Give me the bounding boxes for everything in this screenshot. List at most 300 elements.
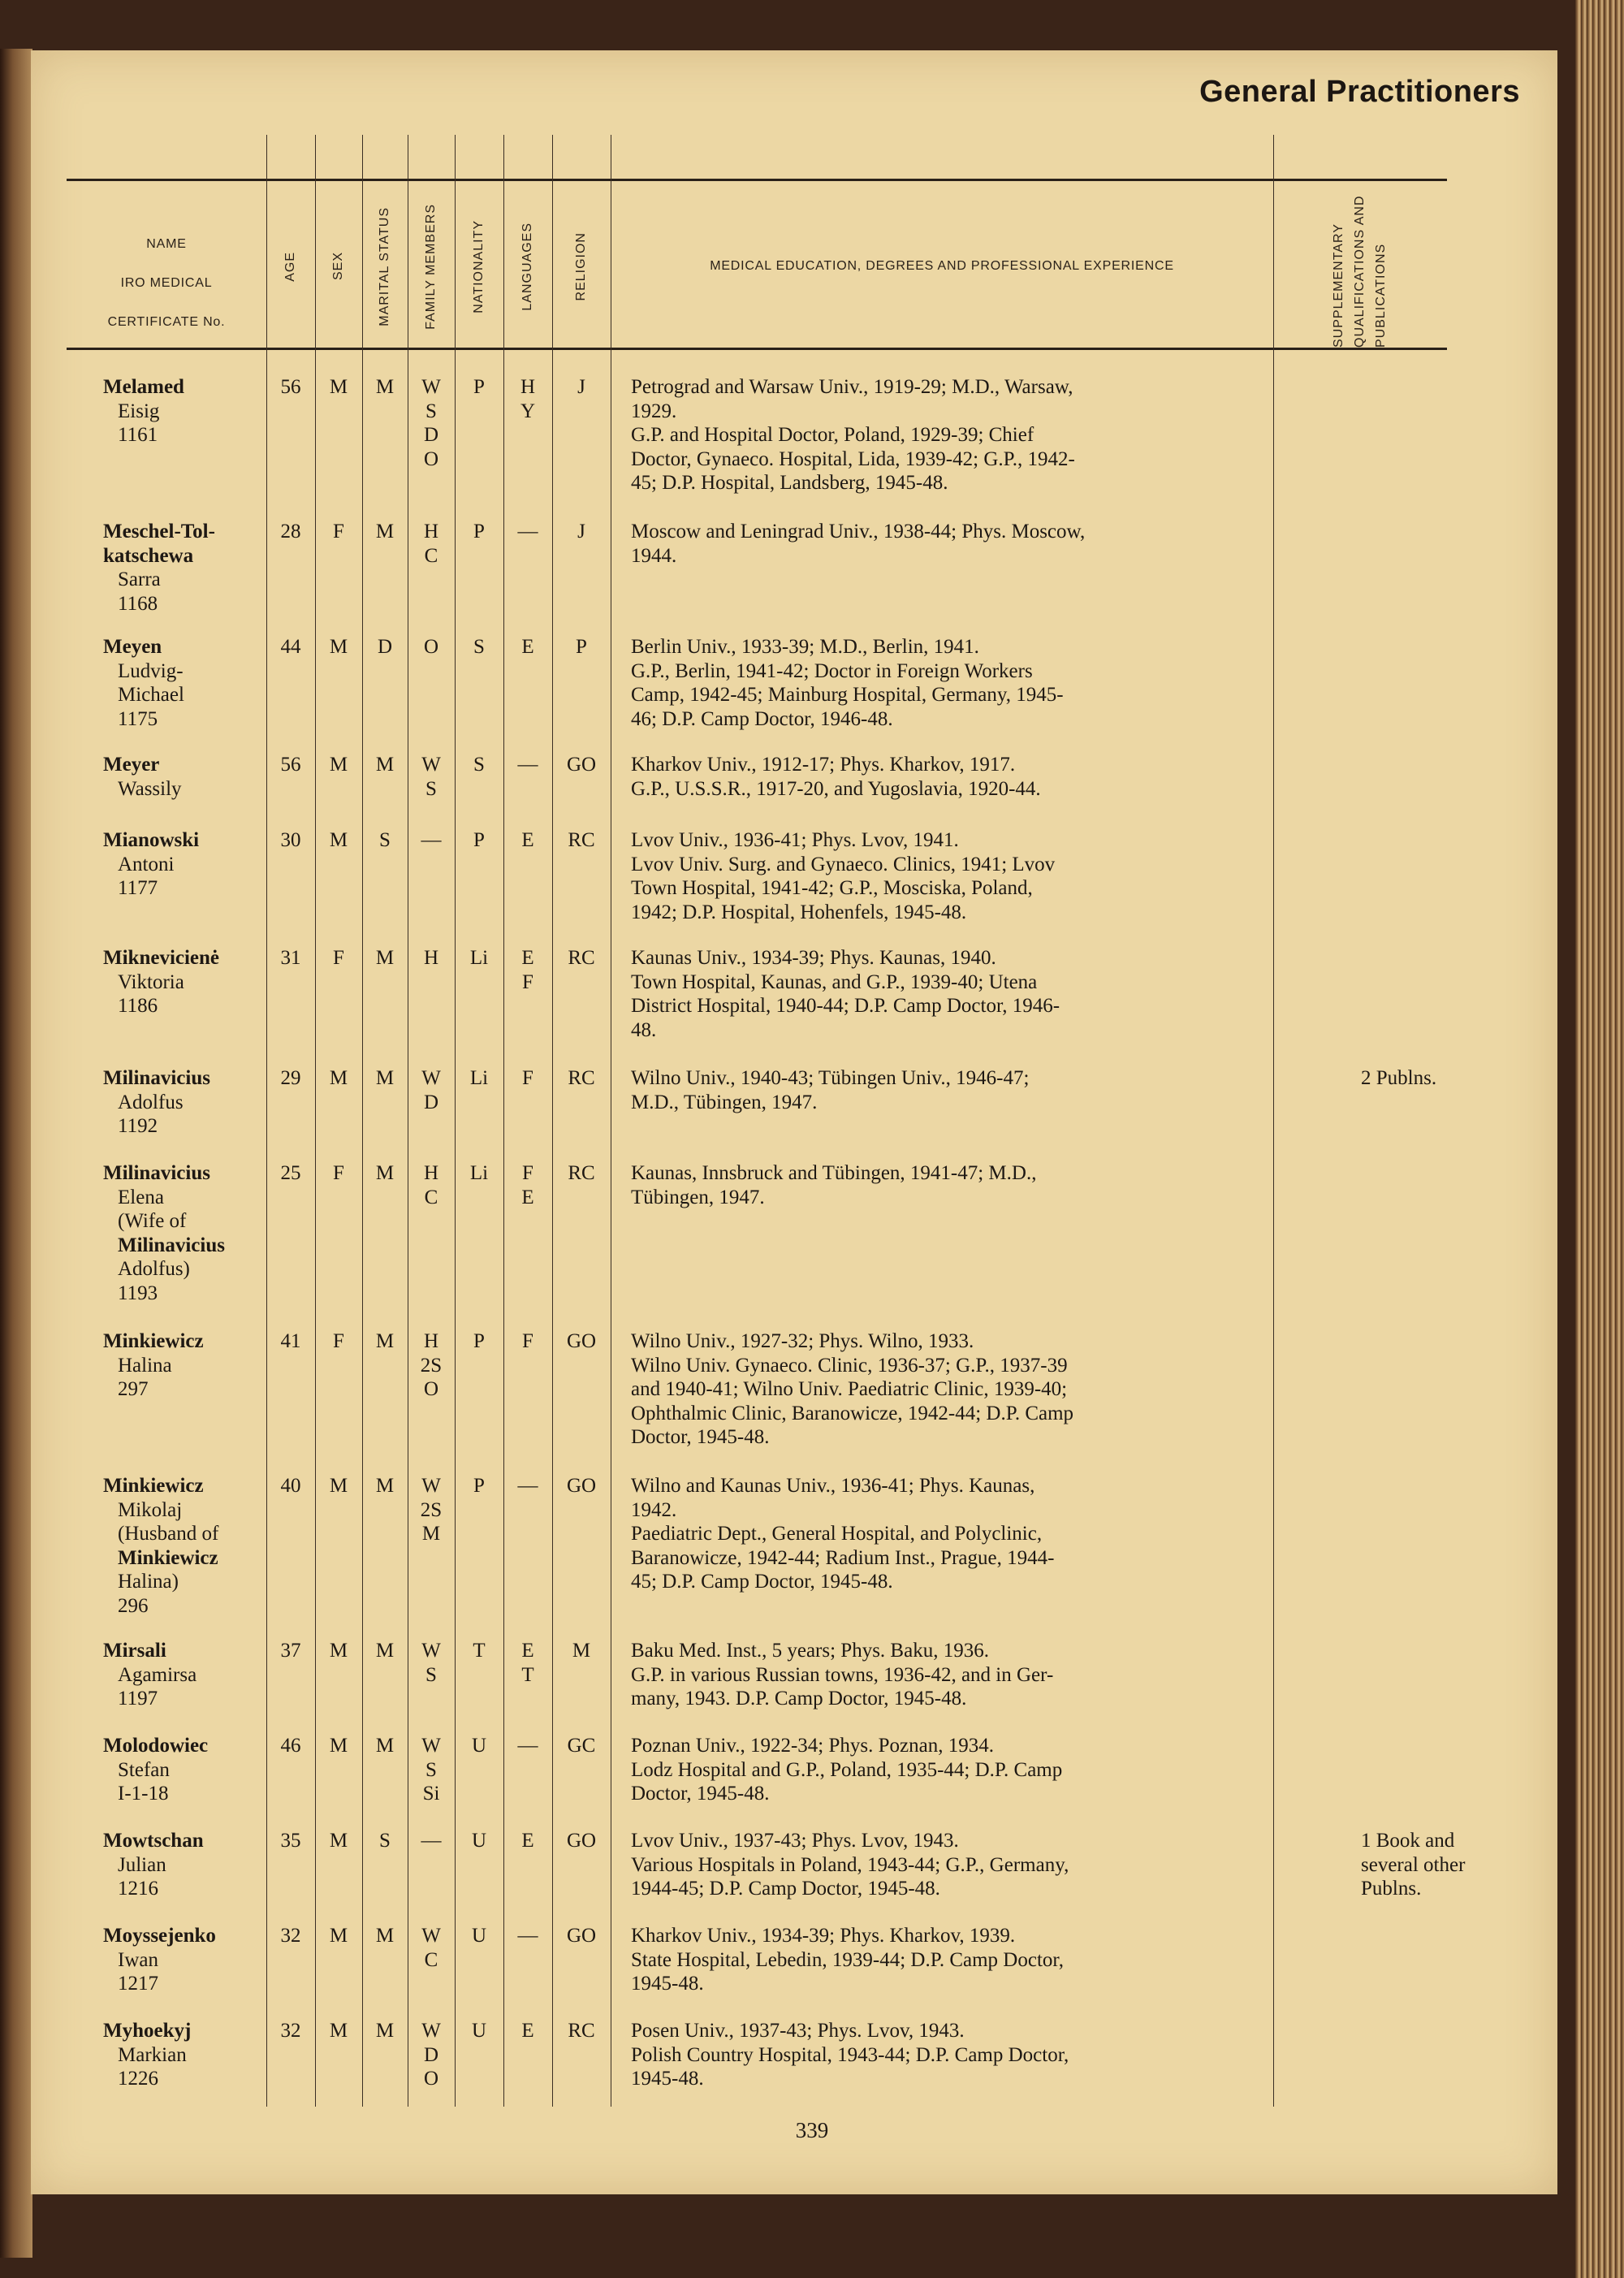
languages-cell — [503, 635, 552, 659]
education-cell — [631, 1734, 1329, 1806]
surname: Moyssejenko — [103, 1925, 216, 1947]
sex-cell: M — [329, 1640, 348, 1662]
family-cell — [408, 1829, 455, 1853]
surname: Mianowski — [103, 829, 200, 851]
sex-cell: M — [329, 376, 348, 398]
marital-cell: M — [375, 947, 395, 969]
sex-cell: F — [333, 1162, 344, 1184]
family-member-code: S — [425, 400, 437, 422]
nationality-cell: U — [471, 1925, 487, 1947]
religion-cell: GC — [567, 1735, 596, 1757]
family-cell — [408, 1924, 455, 1972]
certificate-number: 1168 — [118, 592, 158, 615]
nationality-cell: U — [471, 1735, 487, 1757]
given-name: Ludvig- — [118, 659, 184, 682]
age-cell: 44 — [280, 636, 301, 658]
marital-cell: M — [375, 1640, 395, 1662]
language-code: — — [517, 1475, 538, 1497]
family-cell — [408, 635, 455, 659]
education-line: G.P. in various Russian towns, 1936-42, and in Ger- — [631, 1663, 1054, 1686]
education-line: 1945-48. — [631, 1973, 704, 1995]
sex-cell: M — [329, 1475, 348, 1497]
supplementary-column-header — [1283, 185, 1437, 348]
education-cell — [631, 1829, 1329, 1901]
age-cell: 37 — [280, 1640, 301, 1662]
family-cell — [408, 520, 455, 568]
nationality-cell: S — [473, 636, 485, 658]
sex-cell: F — [333, 947, 344, 969]
family-member-code: H — [423, 1162, 439, 1184]
nationality-cell: P — [473, 829, 485, 851]
languages-cell — [503, 1161, 552, 1209]
marital-header-label: MARITAL STATUS — [378, 206, 391, 326]
sex-column-header — [315, 185, 362, 348]
religion-cell: P — [576, 636, 587, 658]
education-line: 1945-48. — [631, 2068, 704, 2090]
languages-cell — [503, 753, 552, 777]
age-cell: 32 — [280, 1925, 301, 1947]
education-line: 1942; D.P. Hospital, Hohenfels, 1945-48. — [631, 901, 967, 923]
languages-cell — [503, 828, 552, 853]
education-cell — [631, 1924, 1329, 1996]
family-member-code: H — [423, 521, 439, 542]
nationality-cell: Li — [469, 1162, 489, 1184]
languages-cell — [503, 946, 552, 994]
language-code: E — [521, 947, 534, 969]
given-name: Antoni — [118, 853, 175, 875]
header-top-rule — [67, 179, 1447, 181]
surname: Mowtschan — [103, 1830, 204, 1852]
family-member-code: W — [421, 1067, 441, 1089]
age-cell: 29 — [280, 1067, 301, 1089]
given-name: Iwan — [118, 1948, 158, 1971]
given-name: Michael — [118, 684, 184, 706]
education-line: 45; D.P. Hospital, Landsberg, 1945-48. — [631, 472, 948, 494]
education-line: Kharkov Univ., 1912-17; Phys. Kharkov, 1917. — [631, 754, 1016, 776]
marital-cell: S — [379, 1830, 391, 1852]
education-line: Poznan Univ., 1922-34; Phys. Poznan, 1934. — [631, 1735, 994, 1757]
family-member-code: D — [423, 1091, 439, 1113]
education-line: Wilno Univ., 1940-43; Tübingen Univ., 1946-47; — [631, 1067, 1030, 1089]
family-member-code: W — [421, 1735, 441, 1757]
age-cell: 25 — [280, 1162, 301, 1184]
education-line: Town Hospital, Kaunas, and G.P., 1939-40; Utena — [631, 970, 1038, 993]
languages-cell — [503, 1474, 552, 1498]
age-column-header — [266, 185, 315, 348]
family-member-code: 2S — [420, 1498, 443, 1521]
certificate-number: 1177 — [118, 877, 158, 899]
marital-cell: M — [375, 521, 395, 542]
sex-cell: M — [329, 1067, 348, 1089]
education-line: Paediatric Dept., General Hospital, and Polyclinic, — [631, 1523, 1043, 1545]
family-member-code: 2S — [420, 1354, 443, 1377]
given-name: Stefan — [118, 1758, 170, 1781]
education-line: Wilno Univ., 1927-32; Phys. Wilno, 1933. — [631, 1330, 974, 1352]
education-line: 46; D.P. Camp Doctor, 1946-48. — [631, 707, 893, 730]
religion-header-label: RELIGION — [574, 231, 588, 301]
marital-cell: M — [375, 1162, 395, 1184]
marital-cell: M — [375, 2020, 395, 2042]
certificate-number: 1193 — [118, 1282, 158, 1304]
age-header-label: AGE — [283, 251, 297, 282]
family-member-code: O — [423, 2068, 439, 2090]
age-cell: 41 — [280, 1330, 301, 1352]
nationality-cell: Li — [469, 1067, 489, 1089]
nationality-cell: P — [473, 521, 485, 542]
religion-cell: GO — [566, 1925, 597, 1947]
education-line: Berlin Univ., 1933-39; M.D., Berlin, 1941. — [631, 636, 979, 658]
education-cell — [631, 828, 1329, 924]
education-line: District Hospital, 1940-44; D.P. Camp Doctor, 1946- — [631, 995, 1060, 1017]
family-member-code: Si — [422, 1783, 440, 1805]
language-code: E — [521, 1186, 534, 1208]
education-cell — [631, 753, 1329, 801]
certificate-number: 1216 — [118, 1878, 158, 1900]
page-stack-edge — [1575, 0, 1624, 2278]
nationality-column-header — [455, 185, 503, 348]
education-line: 1944-45; D.P. Camp Doctor, 1945-48. — [631, 1878, 940, 1900]
religion-cell: GO — [566, 1330, 597, 1352]
languages-cell — [503, 375, 552, 423]
given-name: Mikolaj — [118, 1498, 183, 1521]
supplementary-header-label: SUPPLEMENTARY QUALIFICATIONS AND PUBLICATIONS — [1332, 195, 1388, 348]
family-member-code: O — [423, 636, 439, 658]
iro-header-label: IRO MEDICAL — [120, 276, 213, 290]
languages-cell — [503, 1639, 552, 1687]
nationality-cell: P — [473, 1330, 485, 1352]
given-name: Eisig — [118, 400, 160, 422]
header-bottom-rule — [67, 348, 1447, 350]
marital-cell: M — [375, 1067, 395, 1089]
family-member-code: H — [423, 1330, 439, 1352]
marital-cell: M — [375, 1735, 395, 1757]
languages-cell — [503, 1734, 552, 1758]
surname: Meschel-Tol- — [103, 521, 215, 542]
language-code: E — [521, 829, 534, 851]
sex-cell: M — [329, 754, 348, 776]
education-line: Various Hospitals in Poland, 1943-44; G.P., Germany, — [631, 1853, 1069, 1876]
education-cell — [631, 1639, 1329, 1711]
given-name: Halina) — [118, 1571, 179, 1593]
certificate-number: 1161 — [118, 424, 158, 446]
family-member-code: S — [425, 1663, 437, 1686]
education-line: Lvov Univ., 1936-41; Phys. Lvov, 1941. — [631, 829, 959, 851]
given-name: Wassily — [118, 777, 182, 800]
marital-cell: M — [375, 1925, 395, 1947]
nationality-cell: T — [473, 1640, 486, 1662]
age-cell: 40 — [280, 1475, 301, 1497]
education-line: Moscow and Leningrad Univ., 1938-44; Phys. Moscow, — [631, 521, 1086, 542]
age-cell: 56 — [280, 754, 301, 776]
column-divider — [455, 135, 456, 2107]
family-member-code: D — [423, 2043, 439, 2066]
language-code: — — [517, 754, 538, 776]
nationality-cell: S — [473, 754, 485, 776]
given-name: (Husband of — [118, 1523, 219, 1545]
education-header-label: MEDICAL EDUCATION, DEGREES AND PROFESSIONAL EXPERIENCE — [710, 259, 1174, 273]
age-cell: 31 — [280, 947, 301, 969]
education-column-header — [611, 185, 1273, 348]
sex-cell: F — [333, 1330, 344, 1352]
religion-cell: RC — [568, 947, 595, 969]
family-cell — [408, 375, 455, 471]
surname: Meyen — [103, 636, 162, 658]
surname: Myhoekyj — [103, 2020, 192, 2042]
nationality-cell: Li — [469, 947, 489, 969]
family-column-header — [408, 185, 455, 348]
certificate-number: 1186 — [118, 995, 158, 1017]
family-member-code: W — [421, 2020, 441, 2042]
certificate-number: 1175 — [118, 707, 158, 730]
name-column-header — [67, 215, 266, 387]
language-code: F — [522, 1330, 533, 1352]
family-cell — [408, 946, 455, 970]
education-line: 45; D.P. Camp Doctor, 1945-48. — [631, 1571, 893, 1593]
nationality-cell: U — [471, 1830, 487, 1852]
nationality-header-label: NATIONALITY — [472, 219, 486, 313]
education-line: Ophthalmic Clinic, Baranowicze, 1942-44; D.P. Camp — [631, 1402, 1074, 1424]
marital-column-header — [362, 185, 408, 348]
family-member-code: O — [423, 1378, 439, 1400]
education-line: Kaunas Univ., 1934-39; Phys. Kaunas, 1940. — [631, 947, 996, 969]
language-code: — — [517, 1735, 538, 1757]
education-cell — [631, 1329, 1329, 1450]
given-name: Elena — [118, 1186, 164, 1208]
education-cell — [631, 1066, 1329, 1114]
education-line: Town Hospital, 1941-42; G.P., Mosciska, Poland, — [631, 877, 1033, 899]
languages-cell — [503, 1829, 552, 1853]
education-line: G.P. and Hospital Doctor, Poland, 1929-39; Chief — [631, 424, 1034, 446]
family-member-code: H — [423, 947, 439, 969]
family-cell — [408, 1639, 455, 1687]
given-name: Adolfus — [118, 1091, 184, 1113]
language-code: F — [522, 1162, 533, 1184]
surname: Milinavicius — [103, 1067, 210, 1089]
religion-cell: GO — [566, 1830, 597, 1852]
age-cell: 32 — [280, 2020, 301, 2042]
education-line: Lvov Univ., 1937-43; Phys. Lvov, 1943. — [631, 1830, 959, 1852]
family-member-code: M — [421, 1523, 441, 1545]
education-line: 48. — [631, 1018, 657, 1041]
certificate-number: 297 — [118, 1378, 149, 1400]
education-line: Baranowicze, 1942-44; Radium Inst., Prague, 1944- — [631, 1546, 1055, 1569]
religion-cell: RC — [568, 2020, 595, 2042]
religion-cell: GO — [566, 754, 597, 776]
education-line: 1944. — [631, 544, 677, 567]
family-member-code: S — [425, 1758, 437, 1781]
family-member-code: C — [424, 1948, 438, 1971]
language-code: T — [521, 1663, 534, 1686]
surname: Minkiewicz — [103, 1475, 204, 1497]
education-cell — [631, 2019, 1329, 2091]
age-cell: 35 — [280, 1830, 301, 1852]
nationality-cell: U — [471, 2020, 487, 2042]
language-code: — — [517, 1925, 538, 1947]
religion-cell: J — [577, 521, 585, 542]
surname: Miknevicienė — [103, 947, 220, 969]
given-name: Julian — [118, 1853, 166, 1876]
given-name: Adolfus) — [118, 1258, 190, 1280]
column-divider — [362, 135, 363, 2107]
education-line: Doctor, 1945-48. — [631, 1783, 770, 1805]
education-line: Kaunas, Innsbruck and Tübingen, 1941-47; M.D., — [631, 1162, 1037, 1184]
sex-cell: M — [329, 829, 348, 851]
languages-cell — [503, 2019, 552, 2043]
age-cell: 56 — [280, 376, 301, 398]
education-line: Wilno Univ. Gynaeco. Clinic, 1936-37; G.P., 1937-39 — [631, 1354, 1068, 1377]
religion-cell: RC — [568, 1162, 595, 1184]
supplementary-cell: 2 Publns. — [1361, 1067, 1437, 1089]
education-cell — [631, 520, 1329, 568]
languages-cell — [503, 1066, 552, 1091]
language-code: Y — [520, 400, 536, 422]
family-member-code: — — [421, 829, 442, 851]
family-cell — [408, 753, 455, 801]
education-line: Doctor, 1945-48. — [631, 1426, 770, 1448]
marital-cell: M — [375, 376, 395, 398]
given-name: Markian — [118, 2043, 187, 2066]
book-spine-edge — [0, 49, 32, 2258]
family-cell — [408, 828, 455, 853]
surname: Milinavicius — [103, 1162, 210, 1184]
language-code: E — [521, 1830, 534, 1852]
education-line: many, 1943. D.P. Camp Doctor, 1945-48. — [631, 1688, 967, 1710]
column-divider — [503, 135, 504, 2107]
sex-header-label: SEX — [331, 252, 345, 281]
related-surname: Milinavicius — [118, 1234, 225, 1256]
certificate-number: 296 — [118, 1594, 149, 1617]
languages-cell — [503, 1924, 552, 1948]
family-member-code: W — [421, 1925, 441, 1947]
education-line: M.D., Tübingen, 1947. — [631, 1091, 818, 1113]
family-cell — [408, 1329, 455, 1402]
family-member-code: D — [423, 424, 439, 446]
education-cell — [631, 635, 1329, 731]
surname: Molodowiec — [103, 1735, 209, 1757]
language-code: E — [521, 2020, 534, 2042]
certificate-number: 1226 — [118, 2068, 158, 2090]
education-line: Lvov Univ. Surg. and Gynaeco. Clinics, 1941; Lvov — [631, 853, 1056, 875]
surname: Minkiewicz — [103, 1330, 204, 1352]
language-code: F — [522, 1067, 533, 1089]
family-member-code: S — [425, 777, 437, 800]
age-cell: 46 — [280, 1735, 301, 1757]
family-member-code: O — [423, 447, 439, 470]
age-cell: 28 — [280, 521, 301, 542]
family-cell — [408, 1066, 455, 1114]
family-member-code: C — [424, 544, 438, 567]
family-header-label: FAMILY MEMBERS — [424, 203, 438, 330]
education-line: 1942. — [631, 1498, 677, 1521]
education-cell — [631, 1474, 1329, 1594]
given-name: Agamirsa — [118, 1663, 197, 1686]
religion-cell: RC — [568, 1067, 595, 1089]
family-cell — [408, 2019, 455, 2091]
education-cell — [631, 375, 1329, 495]
language-code: H — [520, 376, 536, 398]
family-cell — [408, 1474, 455, 1546]
education-cell — [631, 946, 1329, 1042]
education-line: G.P., U.S.S.R., 1917-20, and Yugoslavia, 1920-44. — [631, 777, 1041, 800]
sex-cell: M — [329, 1735, 348, 1757]
page-header: General Practitioners — [1199, 75, 1520, 109]
family-member-code: W — [421, 754, 441, 776]
education-line: G.P., Berlin, 1941-42; Doctor in Foreign Workers — [631, 659, 1033, 682]
given-name: Sarra — [118, 568, 161, 590]
languages-column-header — [503, 185, 552, 348]
language-code: E — [521, 1640, 534, 1662]
page-number: 339 — [795, 2118, 829, 2142]
certificate-number: I-1-18 — [118, 1783, 169, 1805]
education-line: Baku Med. Inst., 5 years; Phys. Baku, 1936. — [631, 1640, 989, 1662]
education-cell — [631, 1161, 1329, 1209]
sex-cell: M — [329, 1925, 348, 1947]
education-line: Doctor, Gynaeco. Hospital, Lida, 1939-42; G.P., 1942- — [631, 447, 1075, 470]
name-header-label: NAME — [146, 237, 187, 251]
religion-cell: M — [572, 1640, 591, 1662]
education-line: Tübingen, 1947. — [631, 1186, 765, 1208]
family-member-code: W — [421, 1475, 441, 1497]
given-name: Viktoria — [118, 970, 184, 993]
nationality-cell: P — [473, 1475, 485, 1497]
sex-cell: M — [329, 2020, 348, 2042]
marital-cell: M — [375, 1330, 395, 1352]
family-member-code: C — [424, 1186, 438, 1208]
certificate-number: 1217 — [118, 1973, 158, 1995]
cert-header-label: CERTIFICATE No. — [107, 315, 226, 329]
related-surname: Minkiewicz — [118, 1546, 218, 1569]
sex-cell: M — [329, 636, 348, 658]
column-divider — [552, 135, 553, 2107]
languages-header-label: LANGUAGES — [520, 222, 534, 311]
sex-cell: M — [329, 1830, 348, 1852]
surname: Melamed — [103, 376, 184, 398]
certificate-number: 1192 — [118, 1115, 158, 1137]
marital-cell: S — [379, 829, 391, 851]
sex-cell: F — [333, 521, 344, 542]
education-line: Camp, 1942-45; Mainburg Hospital, Germany, 1945- — [631, 684, 1064, 706]
education-line: Lodz Hospital and G.P., Poland, 1935-44; D.P. Camp — [631, 1758, 1063, 1781]
religion-column-header — [552, 185, 611, 348]
education-line: Posen Univ., 1937-43; Phys. Lvov, 1943. — [631, 2020, 965, 2042]
family-cell — [408, 1161, 455, 1209]
age-cell: 30 — [280, 829, 301, 851]
supplementary-cell: 1 Book and several other Publns. — [1361, 1830, 1466, 1900]
religion-cell: GO — [566, 1475, 597, 1497]
family-cell — [408, 1734, 455, 1806]
language-code: — — [517, 521, 538, 542]
given-name: (Wife of — [118, 1210, 187, 1232]
certificate-number: 1197 — [118, 1688, 158, 1710]
religion-cell: J — [577, 376, 585, 398]
education-line: Polish Country Hospital, 1943-44; D.P. Camp Doctor, — [631, 2043, 1069, 2066]
education-line: and 1940-41; Wilno Univ. Paediatric Clinic, 1939-40; — [631, 1378, 1068, 1400]
education-line: Kharkov Univ., 1934-39; Phys. Kharkov, 1939. — [631, 1925, 1016, 1947]
family-member-code: — — [421, 1830, 442, 1852]
languages-cell — [503, 1329, 552, 1354]
family-member-code: W — [421, 376, 441, 398]
education-line: Petrograd and Warsaw Univ., 1919-29; M.D., Warsaw, — [631, 376, 1073, 398]
religion-cell: RC — [568, 829, 595, 851]
marital-cell: M — [375, 754, 395, 776]
marital-cell: D — [377, 636, 393, 658]
surname-continued: katschewa — [103, 544, 194, 567]
given-name: Halina — [118, 1354, 172, 1377]
education-line: Wilno and Kaunas Univ., 1936-41; Phys. Kaunas, — [631, 1475, 1035, 1497]
family-member-code: W — [421, 1640, 441, 1662]
language-code: F — [522, 970, 533, 993]
marital-cell: M — [375, 1475, 395, 1497]
